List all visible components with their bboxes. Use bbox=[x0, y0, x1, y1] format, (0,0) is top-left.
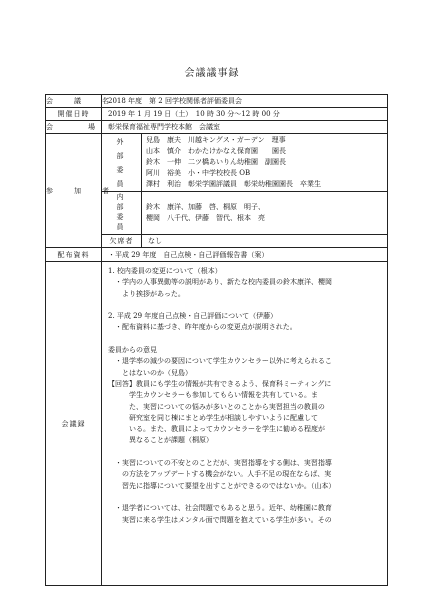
proceedings-line: 異なることが課題（桐原） bbox=[108, 436, 213, 445]
venue-value: 彰栄保育福祉専門学校本館 会議室 bbox=[102, 121, 388, 134]
proceedings-line: 習先に指導について要望を出すことができるのではないか。（山本） bbox=[108, 481, 336, 490]
internal-members-label-text: 内部委員 bbox=[116, 193, 127, 231]
meeting-name-label: 会 議 名 bbox=[46, 95, 102, 108]
proceedings-line bbox=[108, 447, 381, 458]
minutes-table bbox=[45, 94, 388, 586]
venue-label: 会 場 bbox=[46, 121, 102, 134]
absent-label: 欠席者 bbox=[102, 235, 142, 248]
proceedings-line: 委員からの意見 bbox=[108, 346, 157, 355]
proceedings-line: より挨拶があった。 bbox=[108, 289, 185, 298]
proceedings-line: ・実習についての不安とのことだが、実習指導をする側は、実習指導 bbox=[108, 459, 332, 468]
datetime-value: 2019 年 1 月 19 日（土） 10 時 30 分～12 時 00 分 bbox=[102, 108, 388, 121]
external-member: 阿川 裕美 小・中学校校長 OB bbox=[146, 169, 251, 177]
internal-member: 櫻岡 八千代、伊藤 智代、根本 亮 bbox=[146, 214, 265, 222]
proceedings-line bbox=[108, 334, 381, 345]
proceedings-line: いる。また、教員によってカウンセラーを学生に勧める程度が bbox=[108, 425, 325, 434]
proceedings-line: とはないのか（兒島） bbox=[108, 368, 192, 377]
proceedings-line: の方法をアップデートする機会がない。人手不足の現在ならば、実 bbox=[108, 470, 332, 479]
proceedings-row bbox=[46, 262, 388, 586]
external-member: 澤村 利治 彰栄学園評議員 彰栄幼稚園園長 卒業生 bbox=[146, 180, 321, 188]
internal-member: 鈴木 康洋、加藤 啓、桐原 明子、 bbox=[146, 203, 265, 211]
proceedings-line: 研究室を同じ棟にまとめ学生が相談しやすいように配慮して bbox=[108, 413, 318, 422]
proceedings-line: 2. 平成 29 年度自己点検・自己評価について（伊藤） bbox=[108, 312, 278, 321]
proceedings-line: 【回答】教員にも学生の情報が共有できるよう、保育科ミーティングに bbox=[108, 379, 332, 388]
external-members-label-text: 外部委員 bbox=[116, 137, 127, 188]
materials-value: ・平成 29 年度 自己点検・自己評価報告書（案） bbox=[102, 248, 388, 262]
meeting-name-row bbox=[46, 95, 388, 108]
proceedings-line: ・退学率の減少の要因について学生カウンセラー以外に考えられるこ bbox=[108, 357, 332, 366]
proceedings-line: ・学内の人事異動等の説明があり、新たな校内委員の鈴木康洋、櫻岡 bbox=[108, 278, 332, 287]
external-members-row bbox=[46, 134, 388, 192]
proceedings-line: ・退学者については、社会問題でもあると思う。近年、幼稚園に教育 bbox=[108, 504, 332, 513]
datetime-label: 開催日時 bbox=[46, 108, 102, 121]
internal-members-label bbox=[102, 192, 142, 235]
proceedings-line: 実習に来る学生はメンタル面で問題を抱えている学生が多い。その bbox=[108, 515, 332, 524]
venue-row bbox=[46, 121, 388, 134]
proceedings-line: ・配布資料に基づき、昨年度からの変更点が説明された。 bbox=[108, 323, 297, 332]
meeting-name-value: 2018 年度 第 2 回学校関係者評価委員会 bbox=[102, 95, 388, 108]
external-members-label bbox=[102, 134, 142, 192]
proceedings-body bbox=[102, 262, 388, 586]
proceedings-line: 1. 校内委員の変更について（根本） bbox=[108, 267, 222, 275]
proceedings-label: 会議録 bbox=[46, 262, 102, 586]
external-members-list bbox=[142, 134, 388, 192]
page-title: 会議議事録 bbox=[184, 68, 240, 79]
absent-value: なし bbox=[142, 235, 388, 248]
proceedings-line: た、実習についての悩みが多いとのことから実習担当の教員の bbox=[108, 402, 325, 411]
external-member: 鈴木 一伸 二ツ橋あいりん幼稚園 副園長 bbox=[146, 158, 286, 166]
proceedings-line bbox=[108, 300, 381, 311]
proceedings-line bbox=[108, 492, 381, 503]
materials-row bbox=[46, 248, 388, 262]
datetime-row bbox=[46, 108, 388, 121]
attendees-label: 参 加 者 bbox=[46, 134, 102, 248]
internal-members-list bbox=[142, 192, 388, 235]
materials-label: 配布資料 bbox=[46, 248, 102, 262]
external-member: 山本 慎介 わかたけかなえ保育園 園長 bbox=[146, 147, 286, 155]
external-member: 兒島 康夫 川越キングス・ガーデン 理事 bbox=[146, 136, 286, 144]
proceedings-line: 学生カウンセラーも参加してもらい情報を共有している。ま bbox=[108, 391, 318, 400]
